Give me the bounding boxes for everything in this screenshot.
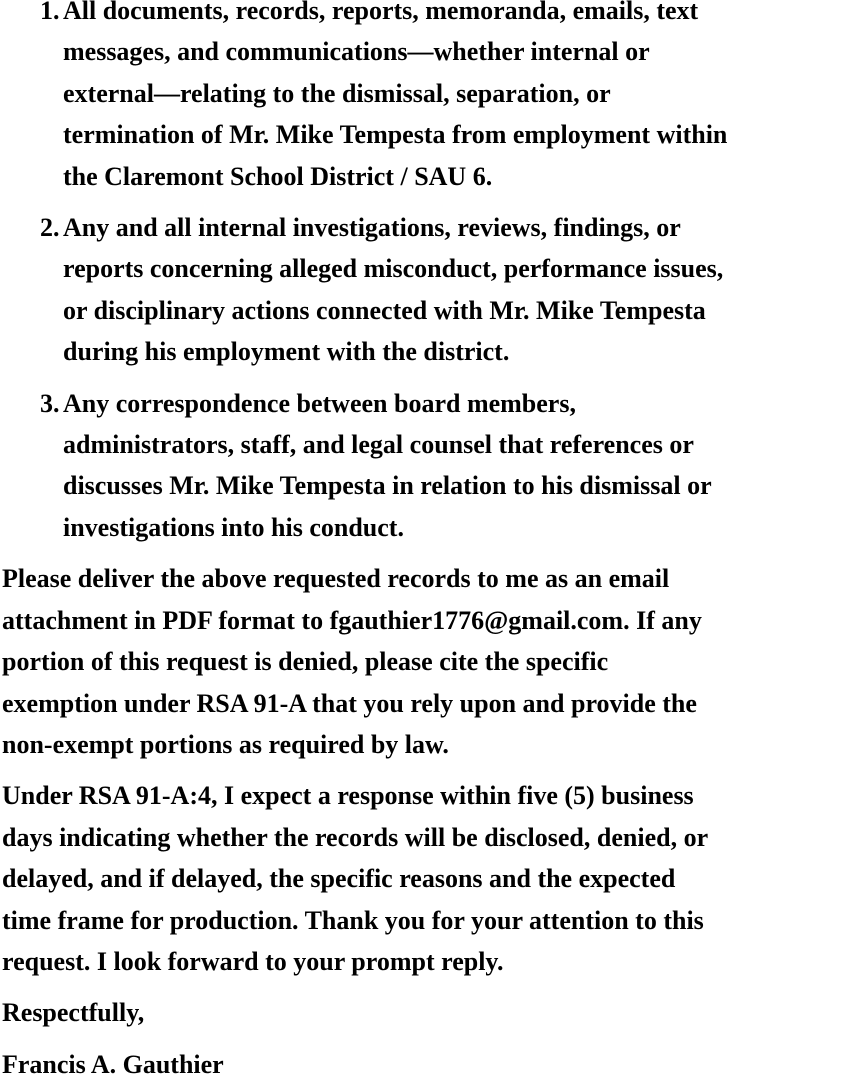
paragraph-delivery-instructions xyxy=(2,558,853,765)
text-line: the Claremont School District / SAU 6. xyxy=(63,161,493,191)
records-request-item xyxy=(0,0,853,197)
text-line: termination of Mr. Mike Tempesta from employment within xyxy=(63,120,728,150)
text-line: Francis A. Gauthier xyxy=(2,1049,224,1079)
text-line: exemption under RSA 91-A that you rely upon and provide the xyxy=(2,688,697,718)
records-request-item xyxy=(0,383,853,549)
paragraph-closing xyxy=(2,992,853,1033)
text-line: or disciplinary actions connected with Mr. Mike Tempesta xyxy=(63,295,706,325)
records-request-item xyxy=(0,207,853,373)
text-line: administrators, staff, and legal counsel that references or xyxy=(63,430,694,460)
text-line: investigations into his conduct. xyxy=(63,512,404,542)
list-item-number: 1. xyxy=(40,0,60,25)
text-line: delayed, and if delayed, the specific reasons and the expected xyxy=(2,864,676,894)
text-line: non-exempt portions as required by law. xyxy=(2,729,449,759)
text-line: reports concerning alleged misconduct, performance issues, xyxy=(63,254,724,284)
text-line: portion of this request is denied, please cite the specific xyxy=(2,647,609,677)
text-line: Any and all internal investigations, reviews, findings, or xyxy=(63,213,681,243)
letter-body xyxy=(0,558,853,1080)
text-line: Any correspondence between board members, xyxy=(63,388,576,418)
text-line: Please deliver the above requested records to me as an email xyxy=(2,564,670,594)
text-line: during his employment with the district. xyxy=(63,337,510,367)
text-line: discusses Mr. Mike Tempesta in relation to his dismissal or xyxy=(63,471,712,501)
text-line: Respectfully, xyxy=(2,998,145,1028)
paragraph-signature xyxy=(2,1044,853,1080)
text-line: All documents, records, reports, memoranda, emails, text xyxy=(63,0,699,25)
text-line: request. I look forward to your prompt reply. xyxy=(2,946,504,976)
paragraph-response-deadline xyxy=(2,775,853,982)
text-line: external—relating to the dismissal, separation, or xyxy=(63,78,611,108)
text-line: days indicating whether the records will be disclosed, denied, or xyxy=(2,822,709,852)
list-item-number: 2. xyxy=(40,213,60,243)
text-line: time frame for production. Thank you for your attention to this xyxy=(2,905,704,935)
list-item-number: 3. xyxy=(40,388,60,418)
text-line: attachment in PDF format to fgauthier1776@gmail.com. If any xyxy=(2,605,702,635)
text-line: Under RSA 91-A:4, I expect a response within five (5) business xyxy=(2,781,694,811)
text-line: messages, and communications—whether internal or xyxy=(63,37,650,67)
